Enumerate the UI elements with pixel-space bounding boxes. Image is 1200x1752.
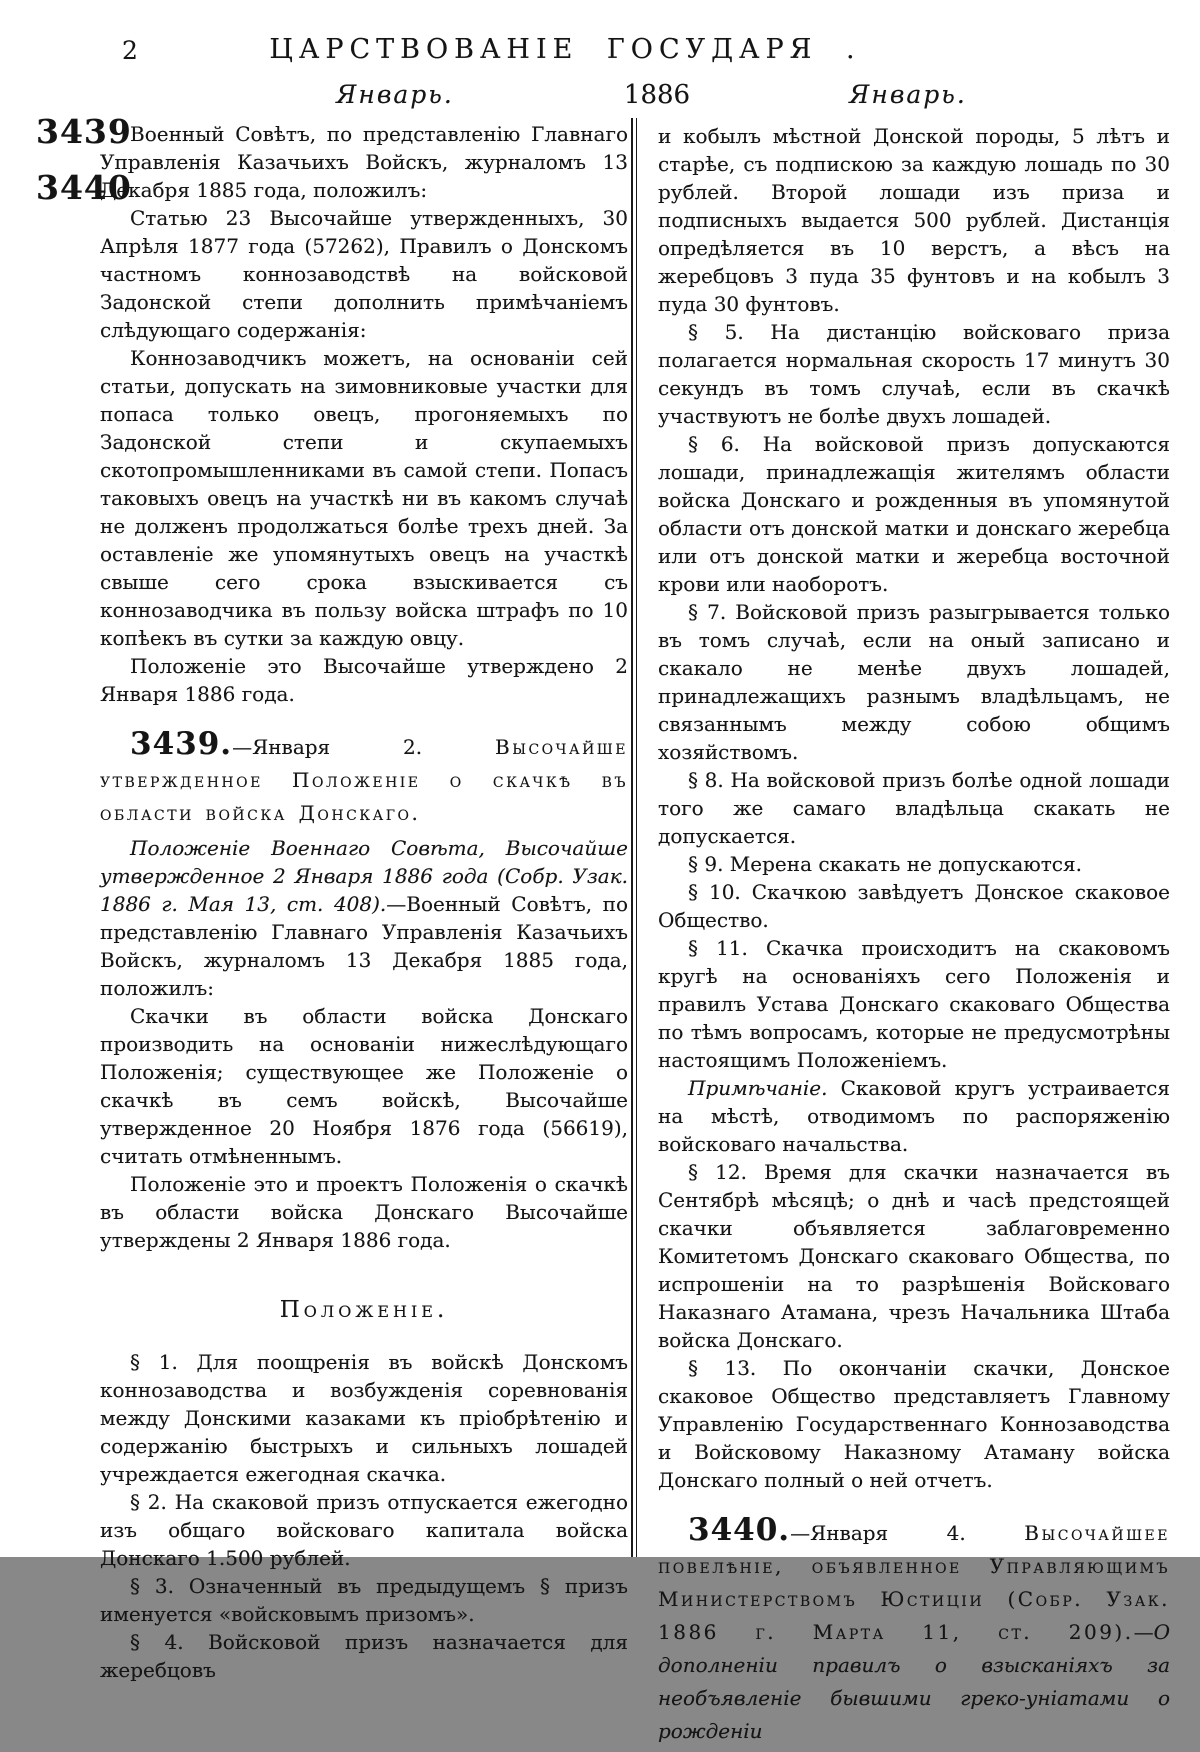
divider-rule-thin xyxy=(636,118,637,1557)
text-run-normal: Военный Совѣтъ, по представленію Главнаго Управленія Казачьихъ Войскъ, журналомъ 13 Декабря 1885 года, положилъ: xyxy=(100,122,628,202)
paragraph xyxy=(658,318,1170,430)
subheader-month-left: Январь. xyxy=(336,80,454,109)
text-run-italic: О дополненіи правилъ о взысканіяхъ за необъявленіе бывшими греко-уніатами о рожденіи xyxy=(658,1620,1170,1743)
paragraph xyxy=(100,1170,628,1254)
text-run-normal: § 12. Время для скачки назначается въ Сентябрѣ мѣсяцѣ; о днѣ и часѣ предстоящей скачки объявляется заблаговременно Комитетомъ Донскаго скаковаго Общества, по испрошеніи на то разрѣшенія Войсковаго Наказнаго Атамана, чрезъ Начальника Штаба войска Донскаго. xyxy=(658,1160,1170,1352)
paragraph xyxy=(100,1002,628,1170)
paragraph xyxy=(658,1074,1170,1158)
text-run-normal: —Января 4. xyxy=(790,1521,1025,1545)
paragraph xyxy=(658,430,1170,598)
text-run-normal: § 1. Для поощренія въ войскѣ Донскомъ коннозаводства и возбужденія соревнованія между Донскими казаками къ пріобрѣтенію и содержанію быстрыхъ и сильныхъ лошадей учреждается ежегодная скачка. xyxy=(100,1350,628,1486)
text-run-normal: —Военный Совѣтъ, по представленію Главнаго Управленія Казачьихъ Войскъ, журналомъ 13 Декабря 1885 года, положилъ: xyxy=(100,892,628,1000)
section-heading: Положеніе. xyxy=(279,1297,449,1323)
paragraph xyxy=(658,1354,1170,1494)
page-number: 2 xyxy=(122,36,138,65)
paragraph xyxy=(100,204,628,344)
text-run-normal: Положеніе это и проектъ Положенія о скачкѣ въ области войска Донскаго Высочайше утверждены 2 Января 1886 года. xyxy=(100,1172,628,1252)
text-run-smallcaps: Высочайше утвержденное Положеніе о скачкѣ въ области войска Донскаго. xyxy=(100,735,628,825)
paragraph xyxy=(100,120,628,204)
paragraph xyxy=(658,934,1170,1074)
paragraph xyxy=(100,652,628,708)
entry-heading xyxy=(100,728,628,830)
text-run-smallcaps: Высочайшее повелѣніе, объявленное Управляющимъ Министерствомъ Юстиціи xyxy=(658,1521,1170,1611)
paragraph xyxy=(658,766,1170,850)
text-run-normal: Положеніе это Высочайше утверждено 2 Января 1886 года. xyxy=(100,654,628,706)
subheader-month-right: Январь. xyxy=(849,80,967,109)
paragraph xyxy=(100,1628,628,1684)
subheader-year: 1886 xyxy=(623,80,691,110)
text-run-normal: § 4. Войсковой призъ назначается для жеребцовъ xyxy=(100,1630,628,1682)
paragraph xyxy=(658,878,1170,934)
text-run-normal: § 5. На дистанцію войсковаго приза полагается нормальная скорость 17 минутъ 30 секундъ въ томъ случаѣ, если въ скачкѣ участвуютъ не болѣе двухъ лошадей. xyxy=(658,320,1170,428)
text-run-normal: —Января 2. xyxy=(232,735,495,759)
text-run-normal: § 8. На войсковой призъ болѣе одной лошади того же самаго владѣльца скакать не допускается. xyxy=(658,768,1170,848)
text-run-normal: § 13. По окончаніи скачки, Донское скаковое Общество представляетъ Главному Управленію Государственнаго Коннозаводства и Войсковому Наказному Атаману войска Донскаго полный о ней отчетъ. xyxy=(658,1356,1170,1492)
entry-number: 3440. xyxy=(688,1512,791,1548)
text-run-normal: Коннозаводчикъ можетъ, на основаніи сей статьи, допускать на зимовниковые участки для попаса только овецъ, прогоняемыхъ по Задонской степи и скупаемыхъ скотопромышленниками въ самой степи. Попасъ таковыхъ овецъ на участкѣ ни въ какомъ случаѣ не долженъ продолжаться болѣе трехъ дней. За оставленіе же упомянутыхъ овецъ на участкѣ свыше сего срока взыскивается съ коннозаводчика въ пользу войска штрафъ по 10 копѣекъ въ сутки за каждую овцу. xyxy=(100,346,628,650)
left-column xyxy=(100,120,628,1684)
entry-heading xyxy=(658,1514,1170,1748)
text-run-normal: — xyxy=(1133,1620,1154,1644)
text-run-italic: Положеніе Военнаго Совѣта, Высочайше утвержденное 2 Января 1886 года (Собр. Узак. 1886 г. Мая 13, ст. 408). xyxy=(100,836,628,916)
divider-rule-thick xyxy=(631,118,633,1557)
entry-number: 3439. xyxy=(130,726,233,762)
text-run-normal: § 10. Скачкою завѣдуетъ Донское скаковое Общество. xyxy=(658,880,1170,932)
paragraph xyxy=(658,1158,1170,1354)
paragraph xyxy=(658,598,1170,766)
right-column xyxy=(658,122,1170,1752)
margin-act-number-3439: 3439 xyxy=(36,112,132,151)
text-run-normal: § 11. Скачка происходитъ на скаковомъ кругѣ на основаніяхъ сего Положенія и правилъ Устава Донскаго скаковаго Общества по тѣмъ вопросамъ, которые не предусмотрѣны настоящимъ Положеніемъ. xyxy=(658,936,1170,1072)
paragraph xyxy=(100,1572,628,1628)
text-run-normal: § 7. Войсковой призъ разыгрывается только въ томъ случаѣ, если на оный записано и скакало не менѣе двухъ лошадей, принадлежащихъ разнымъ владѣльцамъ, не связаннымъ между собою общимъ хозяйствомъ. xyxy=(658,600,1170,764)
column-divider xyxy=(631,118,641,1557)
paragraph xyxy=(658,122,1170,318)
paragraph xyxy=(100,344,628,652)
page-header-title: ЦАРСТВОВАНІЕ ГОСУДАРЯ . xyxy=(269,34,861,65)
paragraph xyxy=(100,1348,628,1488)
paragraph xyxy=(100,1488,628,1572)
text-run-normal: § 3. Означенный въ предыдущемъ § призъ именуется «войсковымъ призомъ». xyxy=(100,1574,628,1626)
margin-act-number-3440: 3440 xyxy=(36,168,132,207)
text-run-normal: § 2. На скаковой призъ отпускается ежегодно изъ общаго войсковаго капитала войска Донскаго 1.500 рублей. xyxy=(100,1490,628,1570)
text-run-normal: Скачки въ области войска Донскаго производить на основаніи нижеслѣдующаго Положенія; существующее же Положеніе о скачкѣ въ семъ войскѣ, Высочайше утвержденное 20 Ноября 1876 года (56619), считать отмѣненнымъ. xyxy=(100,1004,628,1168)
text-run-normal: Статью 23 Высочайше утвержденныхъ, 30 Апрѣля 1877 года (57262), Правилъ о Донскомъ частномъ коннозаводствѣ на войсковой Задонской степи дополнить примѣчаніемъ слѣдующаго содержанія: xyxy=(100,206,628,342)
text-run-italic: Примѣчаніе. xyxy=(688,1076,828,1100)
text-run-smallcaps: (Собр. Узак. 1886 г. Марта 11, ст. 209). xyxy=(658,1587,1170,1644)
text-run-normal: Скаковой кругъ устраивается на мѣстѣ, отводимомъ по распоряженію войсковаго начальства. xyxy=(658,1076,1170,1156)
paragraph xyxy=(658,850,1170,878)
paragraph xyxy=(100,834,628,1002)
text-run-normal: § 9. Мерена скакать не допускаются. xyxy=(688,852,1082,876)
text-run-normal: § 6. На войсковой призъ допускаются лошади, принадлежащія жителямъ области войска Донскаго и рожденныя въ упомянутой области отъ донской матки и донскаго жеребца или отъ донской матки и жеребца восточной крови или наоборотъ. xyxy=(658,432,1170,596)
text-run-normal: и кобылъ мѣстной Донской породы, 5 лѣтъ и старѣе, съ подпискою за каждую лошадь по 30 рублей. Второй лошади изъ приза и подписныхъ выдается 500 рублей. Дистанція опредѣляется въ 10 верстъ, а вѣсъ на жеребцовъ 3 пуда 35 фунтовъ и на кобылъ 3 пуда 30 фунтовъ. xyxy=(658,124,1170,316)
